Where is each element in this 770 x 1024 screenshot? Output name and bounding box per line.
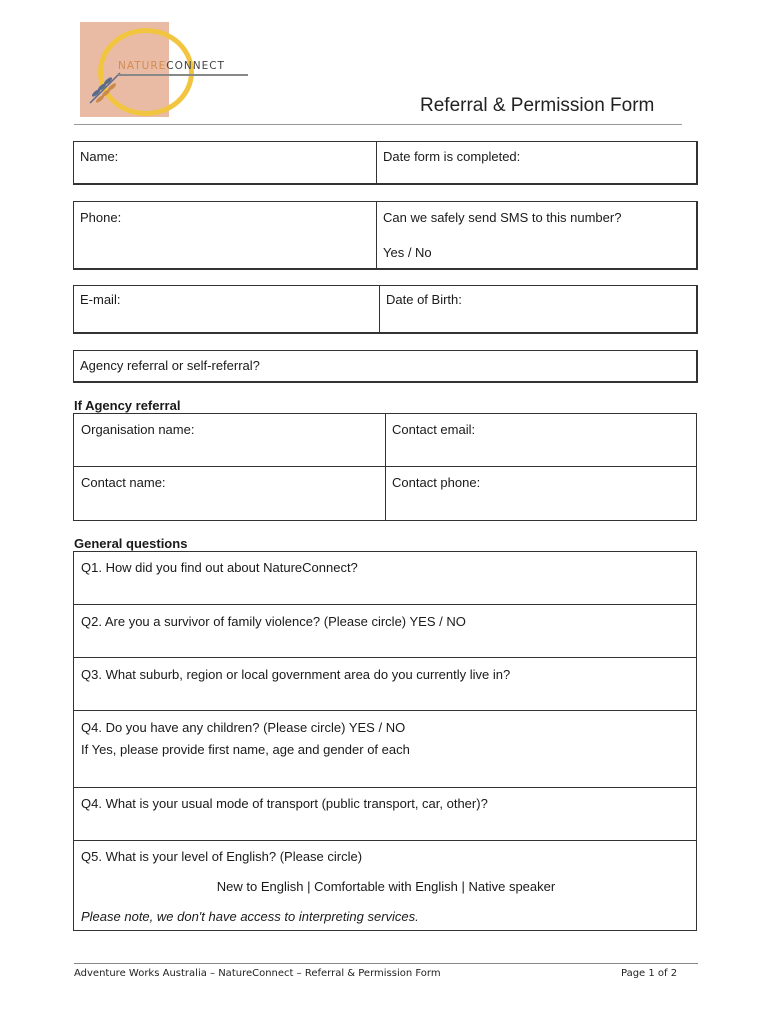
q1-divider	[73, 604, 697, 605]
q4b-divider	[73, 840, 697, 841]
agency-row-divider	[73, 466, 697, 467]
general-heading: General questions	[74, 536, 188, 551]
interpreting-note: Please note, we don't have access to interpreting services.	[81, 909, 419, 924]
q1-field[interactable]: Q1. How did you find out about NatureConnect?	[81, 560, 358, 575]
natureconnect-logo	[80, 22, 250, 118]
name-field[interactable]: Name:	[80, 149, 119, 164]
contact-email-field[interactable]: Contact email:	[392, 422, 476, 437]
page-number: Page 1 of 2	[621, 968, 678, 979]
q5-options[interactable]: New to English | Comfortable with English | Native speaker	[216, 879, 556, 894]
name-date-divider	[376, 141, 377, 185]
agency-heading: If Agency referral	[74, 398, 181, 413]
q2-field[interactable]: Q2. Are you a survivor of family violence? (Please circle) YES / NO	[81, 614, 466, 629]
logo-underline	[118, 74, 248, 76]
referral-type-field[interactable]: Agency referral or self-referral?	[80, 358, 260, 373]
q4-divider	[73, 787, 697, 788]
phone-sms-divider	[376, 201, 377, 270]
logo-wordmark: NATURECONNECT	[118, 60, 225, 72]
q5-field[interactable]: Q5. What is your level of English? (Please circle)	[81, 849, 363, 864]
form-title: Referral & Permission Form	[420, 95, 655, 116]
contact-name-field[interactable]: Contact name:	[81, 475, 166, 490]
dob-field[interactable]: Date of Birth:	[386, 292, 462, 307]
q3-divider	[73, 710, 697, 711]
date-completed-field[interactable]: Date form is completed:	[383, 149, 521, 164]
q3-field[interactable]: Q3. What suburb, region or local government area do you currently live in?	[81, 667, 511, 682]
organisation-field[interactable]: Organisation name:	[81, 422, 195, 437]
agency-divider	[385, 413, 386, 521]
phone-field[interactable]: Phone:	[80, 210, 122, 225]
q4b-field[interactable]: Q4. What is your usual mode of transport (public transport, car, other)?	[81, 796, 488, 811]
general-table	[73, 551, 697, 931]
leaf-icon	[86, 67, 126, 107]
footer-text: Adventure Works Australia – NatureConnect – Referral & Permission Form	[74, 968, 441, 979]
sms-options[interactable]: Yes / No	[383, 245, 432, 260]
q2-divider	[73, 657, 697, 658]
email-field[interactable]: E-mail:	[80, 292, 121, 307]
footer-divider	[74, 963, 698, 964]
q4-subtext: If Yes, please provide first name, age and gender of each	[81, 742, 410, 757]
title-divider	[74, 124, 682, 125]
email-dob-divider	[379, 285, 380, 334]
contact-phone-field[interactable]: Contact phone:	[392, 475, 481, 490]
q4-field[interactable]: Q4. Do you have any children? (Please circle) YES / NO	[81, 720, 406, 735]
sms-question: Can we safely send SMS to this number?	[383, 210, 622, 225]
